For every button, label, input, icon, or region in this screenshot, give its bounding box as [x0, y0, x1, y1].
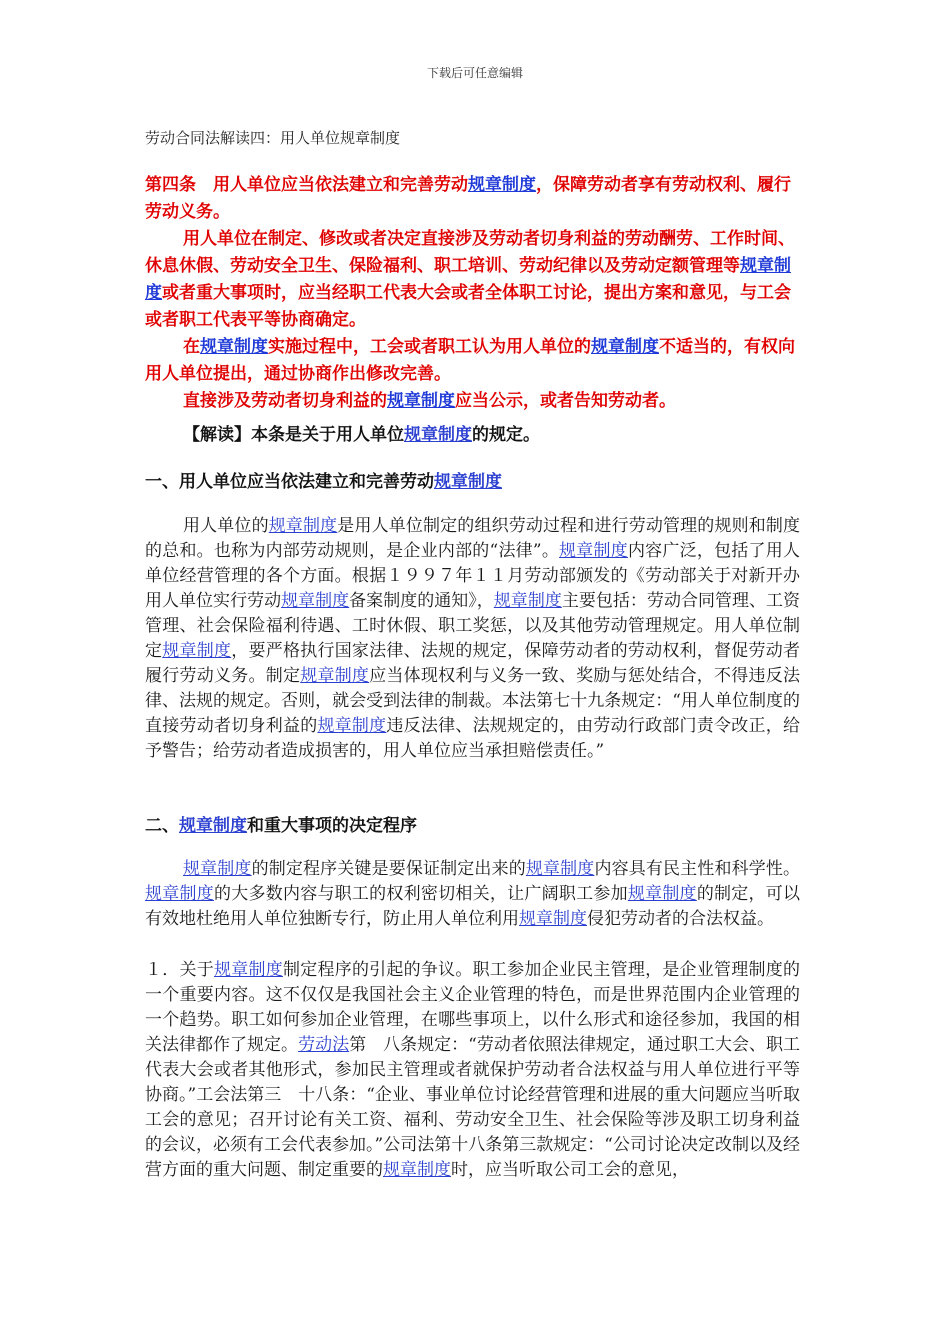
regulation-link[interactable]: 规章制度	[145, 256, 791, 303]
article-paragraph-1	[145, 172, 805, 226]
article-four	[145, 172, 805, 415]
body-text: 时，应当听取公司工会的意见，	[451, 1160, 689, 1180]
article-text: ，保障劳动者享有劳动权利、履行劳动义务。	[145, 175, 791, 222]
regulation-link[interactable]: 规章制度	[627, 884, 697, 904]
regulation-link[interactable]: 规章制度	[434, 472, 502, 492]
article-paragraph-2	[145, 226, 805, 334]
interpretation-intro	[183, 420, 540, 445]
regulation-link[interactable]: 规章制度	[183, 859, 252, 879]
body-text: 制定程序的引起的争议。职工参加企业民主管理，是企业管理制度的一个重要内容。这不仅仅是我国社会主义企业管理的特色，而是世界范围内企业管理的一个趋势。职工如何参加企业管理，在哪些事项上，以什么形式和途径参加，我国的相关法律都作了规定。	[145, 960, 801, 1055]
regulation-link[interactable]: 规章制度	[404, 425, 472, 445]
body-text: 的制定，可以有效地杜绝用人单位独断专行，防止用人单位利用	[145, 884, 801, 929]
body-text: 内容具有民主性和科学性。	[594, 859, 801, 879]
body-text: 备案制度的通知》，	[349, 591, 494, 611]
heading-text: 和重大事项的决定程序	[247, 816, 417, 836]
body-text: 第 八条规定：“劳动者依照法律规定，通过职工大会、职工代表大会或者其他形式，参加民主管理或者就保护劳动者合法权益与用人单位进行平等协商。”工会法第三 十八条：“企业、事业单位讨论经营管理和进展的重大问题应当听取工会的意见；召开讨论有关工资、福利、劳动安全卫生、社会保险等涉及职工切身利益的会议，必须有工会代表参加。”公司法第十八条第三款规定：“公司讨论决定改制以及经营方面的重大问题、制定重要的	[145, 1035, 801, 1180]
body-paragraph	[145, 514, 800, 764]
header-note: 下载后可任意编辑	[426, 66, 523, 80]
regulation-link[interactable]: 规章制度	[300, 666, 370, 686]
regulation-link[interactable]: 规章制度	[281, 591, 350, 611]
section-2-item-1	[145, 958, 800, 1183]
heading-text: 一、用人单位应当依法建立和完善劳动	[145, 472, 434, 492]
body-text: 内容广泛，包括了用人单位经营管理的各个方面。根据１９９７年１１月劳动部颁发的《劳动部关于对新开办用人单位实行劳动	[145, 541, 800, 611]
heading-text: 二、	[145, 816, 179, 836]
body-paragraph	[145, 857, 800, 932]
regulation-link[interactable]: 规章制度	[525, 859, 595, 879]
article-text: 第四条 用人单位应当依法建立和完善劳动	[145, 175, 468, 195]
document-title: 劳动合同法解读四：用人单位规章制度	[145, 129, 401, 147]
section-heading-2	[145, 811, 417, 836]
section-1-body	[145, 514, 800, 764]
labor-law-link[interactable]: 劳动法	[298, 1035, 350, 1055]
body-text: 的大多数内容与职工的权利密切相关，让广阔职工参加	[213, 884, 628, 904]
regulation-link[interactable]: 规章制度	[591, 337, 659, 357]
interpretation-text: 的规定。	[472, 425, 540, 445]
regulation-link[interactable]: 规章制度	[145, 884, 214, 904]
body-text: 违反法律、法规规定的，由劳动行政部门责令改正，给予警告；给劳动者造成损害的，用人单位应当承担赔偿责任。”	[145, 716, 801, 761]
body-text: 是用人单位制定的组织劳动过程和进行劳动管理的规则和制度的总和。也称为内部劳动规则，是企业内部的“法律”。	[145, 516, 801, 561]
article-text: 或者重大事项时，应当经职工代表大会或者全体职工讨论，提出方案和意见，与工会或者职工代表平等协商确定。	[145, 283, 791, 330]
regulation-link[interactable]: 规章制度	[268, 516, 338, 536]
body-text: ，要严格执行国家法律、法规的规定，保障劳动者的劳动权利，督促劳动者履行劳动义务。制定	[145, 641, 801, 686]
article-paragraph-3	[145, 334, 805, 388]
regulation-link[interactable]: 规章制度	[493, 591, 562, 611]
article-text: 实施过程中，工会或者职工认为用人单位的	[268, 337, 591, 357]
regulation-link[interactable]: 规章制度	[468, 175, 536, 195]
regulation-link[interactable]: 规章制度	[200, 337, 268, 357]
article-text: 直接涉及劳动者切身利益的	[183, 391, 387, 411]
regulation-link[interactable]: 规章制度	[519, 909, 587, 929]
article-paragraph-4	[145, 388, 805, 415]
article-text: 在	[183, 337, 200, 357]
body-text: １．关于	[145, 960, 214, 980]
body-text: 用人单位的	[183, 516, 269, 536]
article-text: 应当公示，或者告知劳动者。	[455, 391, 676, 411]
regulation-link[interactable]: 规章制度	[387, 391, 455, 411]
regulation-link[interactable]: 规章制度	[179, 816, 247, 836]
body-text: 主要包括：劳动合同管理、工资管理、社会保险福利待遇、工时休假、职工奖惩，以及其他劳动管理规定。用人单位制定	[145, 591, 801, 661]
interpretation-text: 【解读】本条是关于用人单位	[183, 425, 404, 445]
body-text: 应当体现权利与义务一致、奖励与惩处结合，不得违反法律、法规的规定。否则，就会受到法律的制裁。本法第七十九条规定：“用人单位制度的直接劳动者切身利益的	[145, 666, 801, 736]
regulation-link[interactable]: 规章制度	[559, 541, 628, 561]
regulation-link[interactable]: 规章制度	[213, 960, 283, 980]
body-paragraph	[145, 958, 800, 1183]
regulation-link[interactable]: 规章制度	[383, 1160, 451, 1180]
article-text: 不适当的，有权向用人单位提出，通过协商作出修改完善。	[145, 337, 795, 384]
regulation-link[interactable]: 规章制度	[317, 716, 387, 736]
article-text: 用人单位在制定、修改或者决定直接涉及劳动者切身利益的劳动酬劳、工作时间、休息休假、劳动安全卫生、保险福利、职工培训、劳动纪律以及劳动定额管理等	[145, 229, 795, 276]
section-heading-1	[145, 467, 502, 492]
regulation-link[interactable]: 规章制度	[162, 641, 232, 661]
body-text: 侵犯劳动者的合法权益。	[587, 909, 774, 929]
section-2-body	[145, 857, 800, 932]
body-text: 的制定程序关键是要保证制定出来的	[251, 859, 526, 879]
